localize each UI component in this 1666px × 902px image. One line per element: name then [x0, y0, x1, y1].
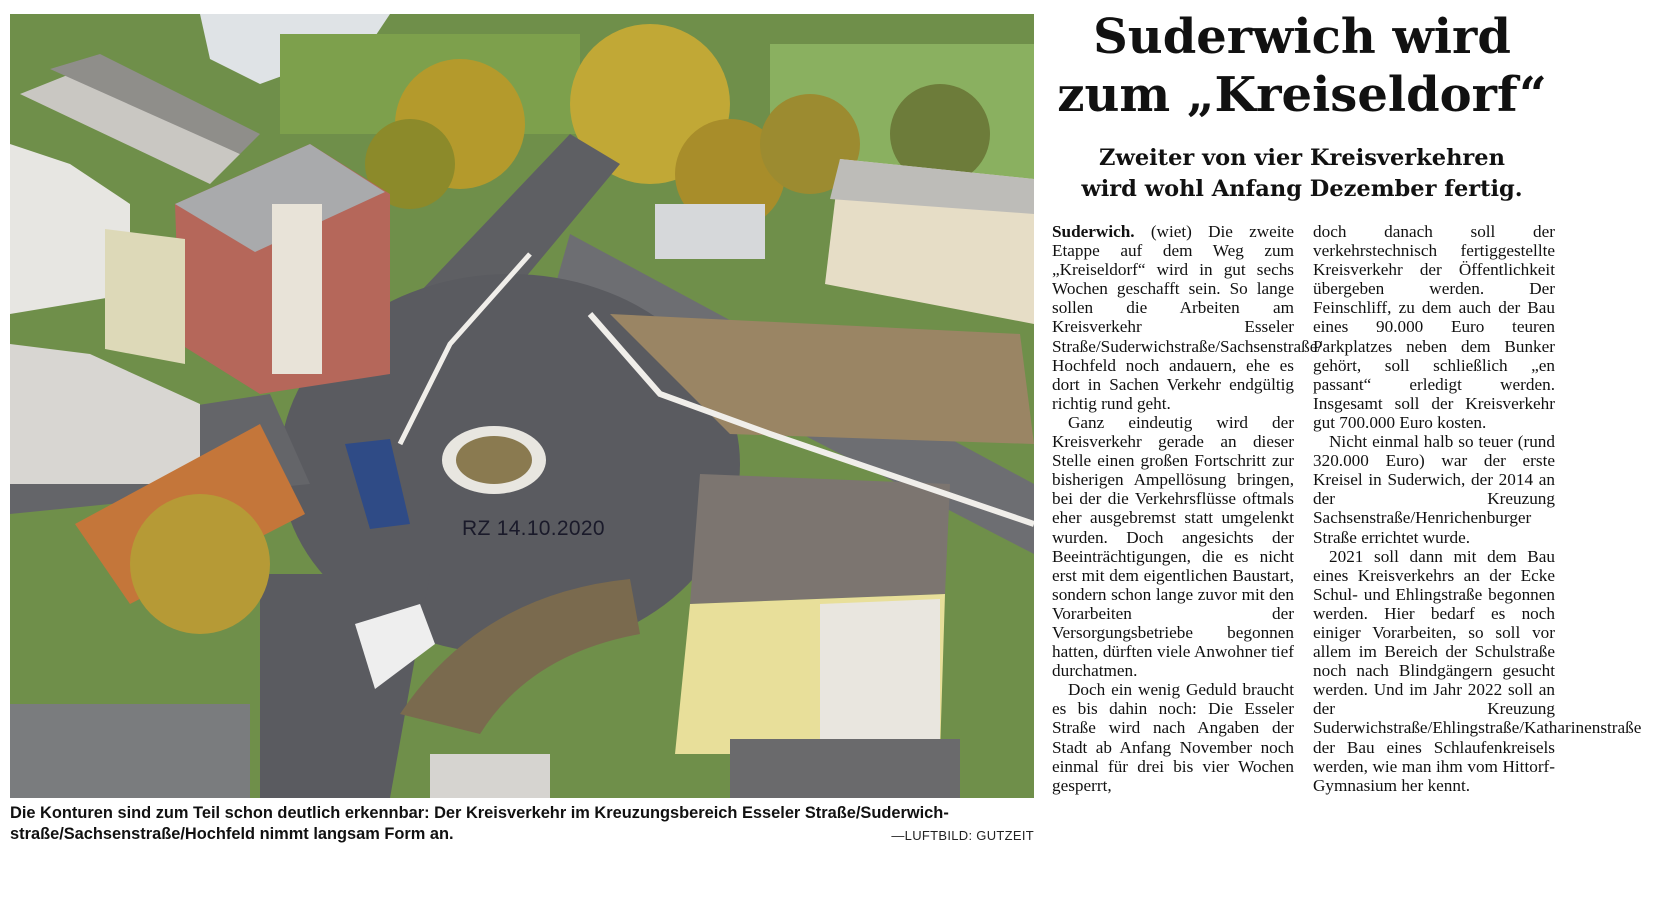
paragraph: Doch ein wenig Geduld braucht es bis dahin noch: Die Esseler Straße wird nach Angaben der Stadt ab Anfang November noch einmal für drei bis vier Wochen gesperrt,: [1052, 680, 1294, 795]
subhead-line-2: wird wohl Anfang Dezember fertig.: [1081, 176, 1523, 202]
paragraph: [1052, 222, 1323, 413]
paragraph: Nicht einmal halb so teuer (rund 320.000 Euro) war der erste Kreisel in Suderwich, der 2014 an der Kreuzung Sachsenstraße/Henrichenburger Straße errichtet wurde.: [1313, 432, 1555, 547]
headline-line-2: zum „Kreiseldorf“: [1057, 67, 1547, 123]
photo-date-stamp: RZ 14.10.2020: [462, 517, 605, 540]
dateline: Suderwich.: [1052, 222, 1135, 241]
article-column-2: [1313, 222, 1642, 795]
photo-credit: —LUFTBILD: GUTZEIT: [891, 828, 1034, 843]
headline-line-1: Suderwich wird: [1093, 9, 1511, 65]
subhead-line-1: Zweiter von vier Kreisverkehren: [1099, 145, 1505, 171]
subheadline: [1052, 143, 1552, 205]
article-column-1: [1052, 222, 1323, 795]
paragraph: doch danach soll der verkehrstechnisch fertiggestellte Kreisverkehr der Öffentlichkeit übergeben werden. Der Feinschliff, zu dem auch der Bau eines 90.000 Euro teuren Parkplatzes neben dem Bunker gehört, soll schließlich „en passant“ erledigt werden. Insgesamt soll der Kreisverkehr gut 700.000 Euro kosten.: [1313, 222, 1555, 432]
caption-text: Die Konturen sind zum Teil schon deutlich erkennbar: Der Kreisverkehr im Kreuzungsbereich Esseler Straße/Suderwich-straße/Sachsenstraße/Hochfeld nimmt langsam Form an.: [10, 804, 949, 843]
paragraph: 2021 soll dann mit dem Bau eines Kreisverkehrs an der Ecke Schul- und Ehlingstraße begonnen werden. Hier bedarf es noch einiger Vorarbeiten, so soll vor allem im Bereich der Schulstraße noch nach Blindgängern gesucht werden. Und im Jahr 2022 soll an der Kreuzung Suderwichstraße/Ehlingstraße/Katharinenstraße der Bau eines Schlaufenkreisels werden, wie man ihm vom Hittorf-Gymnasium her kennt.: [1313, 546, 1642, 795]
paragraph: Ganz eindeutig wird der Kreisverkehr gerade an dieser Stelle einen großen Fortschritt zur bisherigen Ampellösung bringen, bei der die Verkehrsflüsse oftmals eher ausgebremst statt umgelenkt wurden. Doch angesichts der Beeinträchtigungen, die es nicht erst mit dem eigentlichen Baustart, sondern schon lange zuvor mit den Vorarbeiten der Versorgungsbetriebe begonnen hatten, dürften viele Anwohner tief durchatmen.: [1052, 412, 1294, 681]
roundabout-aerial-image: [10, 14, 1034, 798]
photo-caption: [10, 803, 1040, 845]
paragraph-text: (wiet) Die zweite Etappe auf dem Weg zum „Kreiseldorf“ wird in gut sechs Wochen geschafft sein. So lange sollen die Arbeiten am Kreisverkehr Esseler Straße/Suderwichstraße/Sachsenstraße/ Hochfeld noch andauern, ehe es dort in Sachen Verkehr endgültig richtig rund geht.: [1052, 222, 1323, 413]
aerial-photo: [10, 14, 1034, 798]
headline: [1052, 8, 1552, 124]
